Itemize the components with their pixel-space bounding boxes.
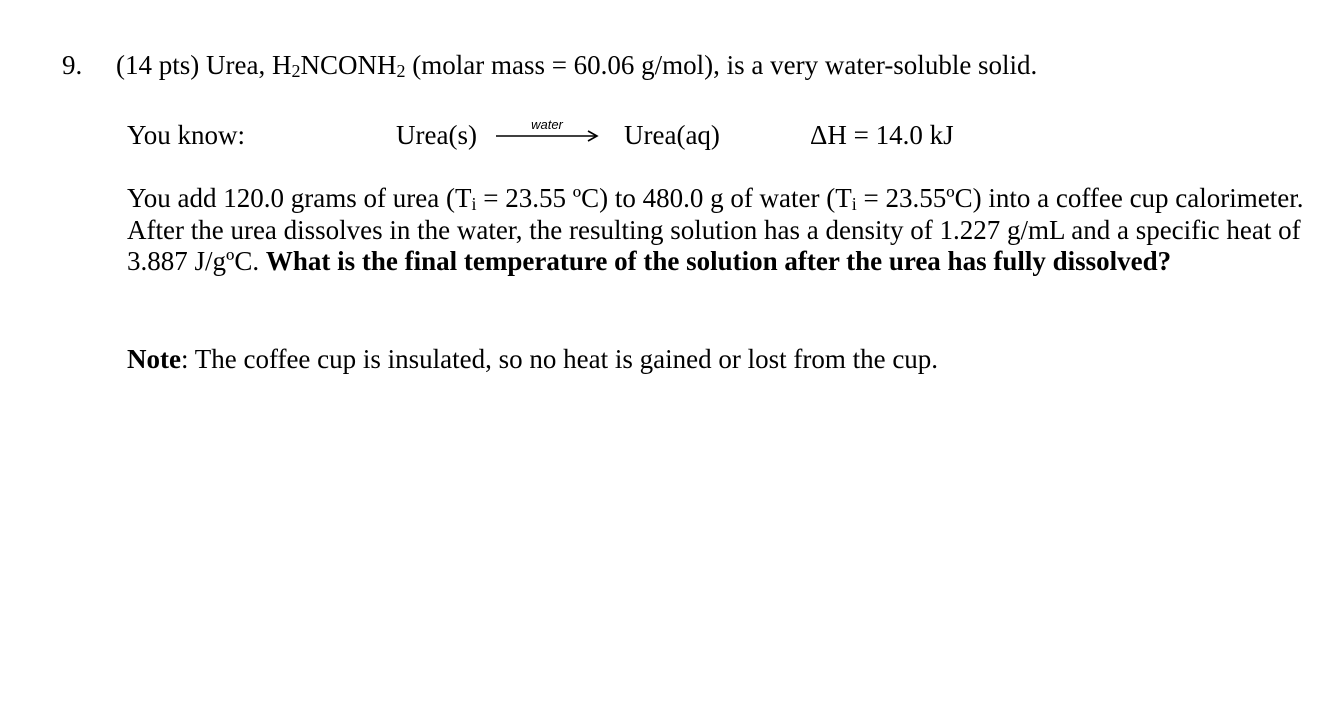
note — [127, 342, 938, 376]
question-points: (14 pts) — [116, 50, 200, 80]
formula-subscript-2: 2 — [396, 61, 406, 81]
problem-text-2: = 23.55 ºC) to 480.0 g of water (T — [476, 183, 852, 213]
right-arrow-icon — [494, 128, 600, 144]
reaction-arrow-label: water — [531, 117, 563, 132]
note-text: : The coffee cup is insulated, so no heat is gained or lost from the cup. — [180, 344, 939, 374]
question-prompt — [116, 48, 1037, 82]
problem-text-1: You add 120.0 grams of urea (T — [127, 183, 472, 213]
problem-text-3: = 23.55ºC) into a coffee cup calorimeter. After the urea dissolves in the water, the resulting solution has a density of 1.227 g/mL and a specific heat of 3.887 J/gºC. — [127, 183, 1304, 276]
note-label: Note — [127, 344, 181, 374]
formula-subscript-1: 2 — [291, 61, 301, 81]
problem-question-bold: What is the final temperature of the solution after the urea has fully dissolved? — [265, 246, 1172, 276]
reaction-row — [0, 118, 1342, 158]
question-number: 9. — [62, 50, 83, 80]
ti-subscript-water: i — [851, 194, 857, 214]
you-know-label: You know: — [127, 120, 246, 150]
question-text-start: Urea, H — [206, 50, 292, 80]
reaction-arrow — [494, 118, 600, 152]
reaction-product: Urea(aq) — [624, 120, 720, 150]
reaction-enthalpy: ΔH = 14.0 kJ — [810, 120, 954, 150]
question-text-end: (molar mass = 60.06 g/mol), is a very water-soluble solid. — [405, 50, 1038, 80]
reaction-reactant: Urea(s) — [396, 120, 477, 150]
ti-subscript-urea: i — [471, 194, 477, 214]
problem-statement — [127, 183, 1322, 278]
formula-middle: NCONH — [300, 50, 397, 80]
